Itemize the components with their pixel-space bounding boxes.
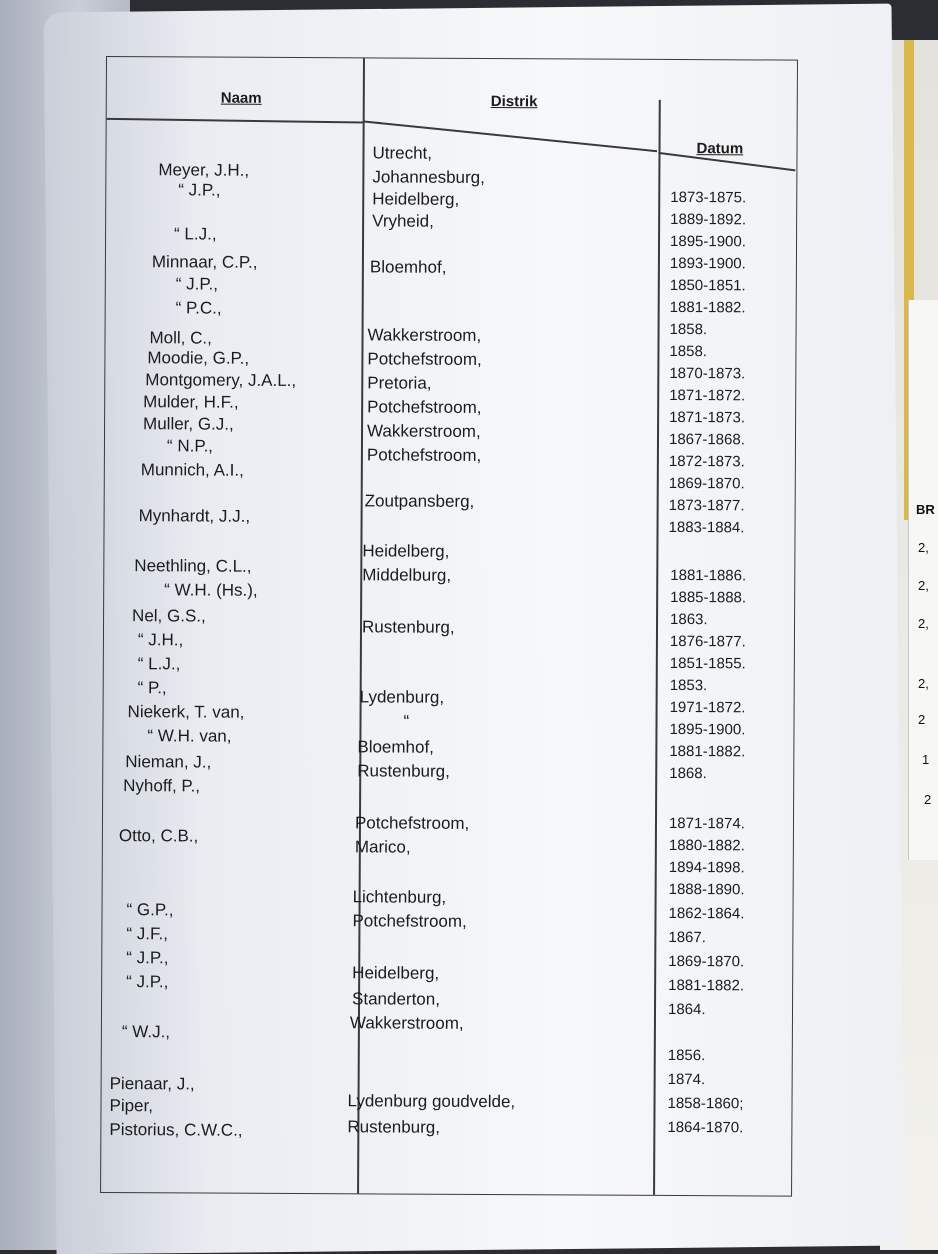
edge-text: 2 bbox=[924, 792, 932, 807]
header-distrik: Distrik bbox=[490, 93, 538, 111]
date-entry: 1864. bbox=[667, 1000, 706, 1019]
district-entry: Vryheid, bbox=[372, 211, 434, 231]
name-entry: Nieman, J., bbox=[125, 752, 212, 772]
name-entry: “ L.J., bbox=[137, 654, 181, 674]
name-entry: “ J.H., bbox=[137, 630, 184, 650]
district-entry: Rustenburg, bbox=[357, 761, 450, 781]
date-entry: 1881-1882. bbox=[669, 298, 746, 317]
date-entry: 1881-1886. bbox=[670, 566, 747, 585]
district-entry: Potchefstroom, bbox=[367, 349, 482, 369]
district-entry: Heidelberg, bbox=[362, 541, 450, 561]
name-entry: “ P., bbox=[137, 678, 167, 698]
date-entry: 1881-1882. bbox=[668, 976, 745, 995]
date-entry: 1869-1870. bbox=[668, 952, 745, 971]
name-entry: Nel, G.S., bbox=[132, 606, 206, 626]
edge-text: 2, bbox=[918, 676, 929, 691]
name-entry: Otto, C.B., bbox=[118, 826, 199, 846]
district-entry: Lydenburg, bbox=[359, 687, 445, 707]
district-entry: Middelburg, bbox=[362, 565, 452, 585]
date-entry: 1893-1900. bbox=[669, 254, 746, 273]
date-entry: 1876-1877. bbox=[669, 632, 746, 651]
date-entry: 1895-1900. bbox=[669, 232, 746, 251]
date-entry: 1853. bbox=[669, 676, 708, 695]
district-entry: Rustenburg, bbox=[361, 617, 455, 637]
name-entry: “ W.H. van, bbox=[147, 726, 232, 746]
district-entry: Wakkerstroom, bbox=[367, 325, 482, 345]
district-entry: Rustenburg, bbox=[347, 1117, 441, 1137]
date-entry: 1867. bbox=[668, 928, 706, 947]
date-entry: 1881-1882. bbox=[669, 742, 746, 761]
district-entry: Wakkerstroom, bbox=[366, 421, 481, 441]
name-entry: “ W.J., bbox=[121, 1022, 171, 1042]
district-entry: Pretoria, bbox=[367, 373, 432, 393]
district-entry: Potchefstroom, bbox=[367, 397, 482, 417]
date-entry: 1971-1872. bbox=[669, 698, 746, 717]
name-entry: Minnaar, C.P., bbox=[151, 252, 258, 272]
date-entry: 1863. bbox=[670, 610, 708, 629]
edge-text: 2, bbox=[918, 540, 929, 555]
district-entry: Johannesburg, bbox=[372, 167, 485, 187]
date-entry: 1864-1870. bbox=[667, 1118, 744, 1137]
name-entry: “ L.J., bbox=[174, 224, 217, 244]
date-entry: 1871-1873. bbox=[669, 408, 746, 427]
date-entry: 1889-1892. bbox=[670, 210, 747, 229]
edge-text: 2, bbox=[918, 578, 929, 593]
date-entry: 1856. bbox=[667, 1046, 706, 1065]
name-entry: “ G.P., bbox=[126, 900, 174, 920]
name-entry: “ J.P., bbox=[126, 948, 169, 968]
date-entry: 1871-1872. bbox=[669, 386, 746, 405]
name-entry: Muller, G.J., bbox=[143, 414, 234, 434]
date-entry: 1894-1898. bbox=[668, 858, 745, 877]
name-entry: Moodie, G.P., bbox=[147, 348, 250, 368]
date-entry: 1851-1855. bbox=[669, 654, 746, 673]
district-entry: Potchefstroom, bbox=[352, 911, 467, 931]
date-entry: 1873-1877. bbox=[668, 496, 745, 515]
name-entry: Meyer, J.H., bbox=[158, 160, 250, 180]
name-entry: “ J.P., bbox=[126, 972, 169, 992]
district-entry: Standerton, bbox=[352, 989, 441, 1009]
district-entry: Potchefstroom, bbox=[366, 445, 482, 465]
edge-text: 1 bbox=[922, 752, 930, 767]
edge-text: BR bbox=[916, 502, 935, 517]
name-entry: “ J.P., bbox=[175, 274, 219, 294]
district-entry: Heidelberg, bbox=[352, 963, 440, 983]
edge-text: 2, bbox=[918, 616, 929, 631]
date-entry: 1868. bbox=[669, 764, 707, 783]
name-entry: Niekerk, T. van, bbox=[127, 702, 245, 722]
district-entry: Zoutpansberg, bbox=[364, 491, 475, 511]
name-entry: “ J.F., bbox=[126, 924, 169, 944]
column-divider bbox=[653, 100, 660, 1195]
name-entry: Mulder, H.F., bbox=[143, 392, 239, 412]
district-entry: Wakkerstroom, bbox=[349, 1013, 464, 1033]
district-entry: “ bbox=[403, 711, 410, 731]
name-entry: “ N.P., bbox=[166, 436, 213, 456]
date-entry: 1870-1873. bbox=[669, 364, 746, 383]
name-entry: Neethling, C.L., bbox=[134, 556, 252, 576]
date-entry: 1858. bbox=[669, 342, 708, 361]
name-entry: Nyhoff, P., bbox=[123, 776, 201, 796]
name-entry: Mynhardt, J.J., bbox=[138, 506, 251, 526]
district-entry: Heidelberg, bbox=[372, 189, 460, 209]
date-entry: 1874. bbox=[667, 1070, 706, 1089]
header-divider bbox=[107, 118, 363, 123]
name-entry: “ P.C., bbox=[175, 298, 222, 318]
date-entry: 1873-1875. bbox=[670, 188, 747, 207]
date-entry: 1895-1900. bbox=[669, 720, 746, 739]
date-entry: 1869-1870. bbox=[668, 474, 745, 493]
district-entry: Marico, bbox=[354, 837, 411, 857]
name-entry: “ J.P., bbox=[178, 180, 221, 200]
date-entry: 1850-1851. bbox=[669, 276, 746, 295]
date-entry: 1858-1860; bbox=[667, 1094, 744, 1113]
name-entry: “ W.H. (Hs.), bbox=[164, 580, 258, 600]
date-entry: 1862-1864. bbox=[668, 904, 745, 923]
date-entry: 1880-1882. bbox=[668, 836, 745, 855]
district-entry: Lydenburg goudvelde, bbox=[347, 1091, 516, 1112]
date-entry: 1867-1868. bbox=[668, 430, 745, 449]
name-entry: Piper, bbox=[109, 1096, 154, 1116]
name-entry: Munnich, A.I., bbox=[140, 460, 244, 480]
district-entry: Lichtenburg, bbox=[352, 887, 447, 907]
district-entry: Bloemhof, bbox=[369, 257, 447, 277]
edge-text: 2 bbox=[918, 712, 926, 727]
name-entry: Pistorius, C.W.C., bbox=[109, 1120, 243, 1140]
header-naam: Naam bbox=[220, 89, 262, 107]
header-datum: Datum bbox=[696, 140, 744, 158]
name-entry: Moll, C., bbox=[149, 328, 212, 348]
date-entry: 1888-1890. bbox=[668, 880, 745, 899]
register-table bbox=[100, 56, 798, 1197]
date-entry: 1883-1884. bbox=[668, 518, 745, 537]
district-entry: Potchefstroom, bbox=[354, 813, 470, 833]
district-entry: Utrecht, bbox=[372, 143, 433, 163]
name-entry: Pienaar, J., bbox=[109, 1074, 195, 1094]
name-entry: Montgomery, J.A.L., bbox=[145, 370, 297, 390]
date-entry: 1872-1873. bbox=[668, 452, 745, 471]
district-entry: Bloemhof, bbox=[357, 737, 434, 757]
date-entry: 1885-1888. bbox=[670, 588, 747, 607]
date-entry: 1858. bbox=[669, 320, 708, 339]
date-entry: 1871-1874. bbox=[668, 814, 745, 833]
